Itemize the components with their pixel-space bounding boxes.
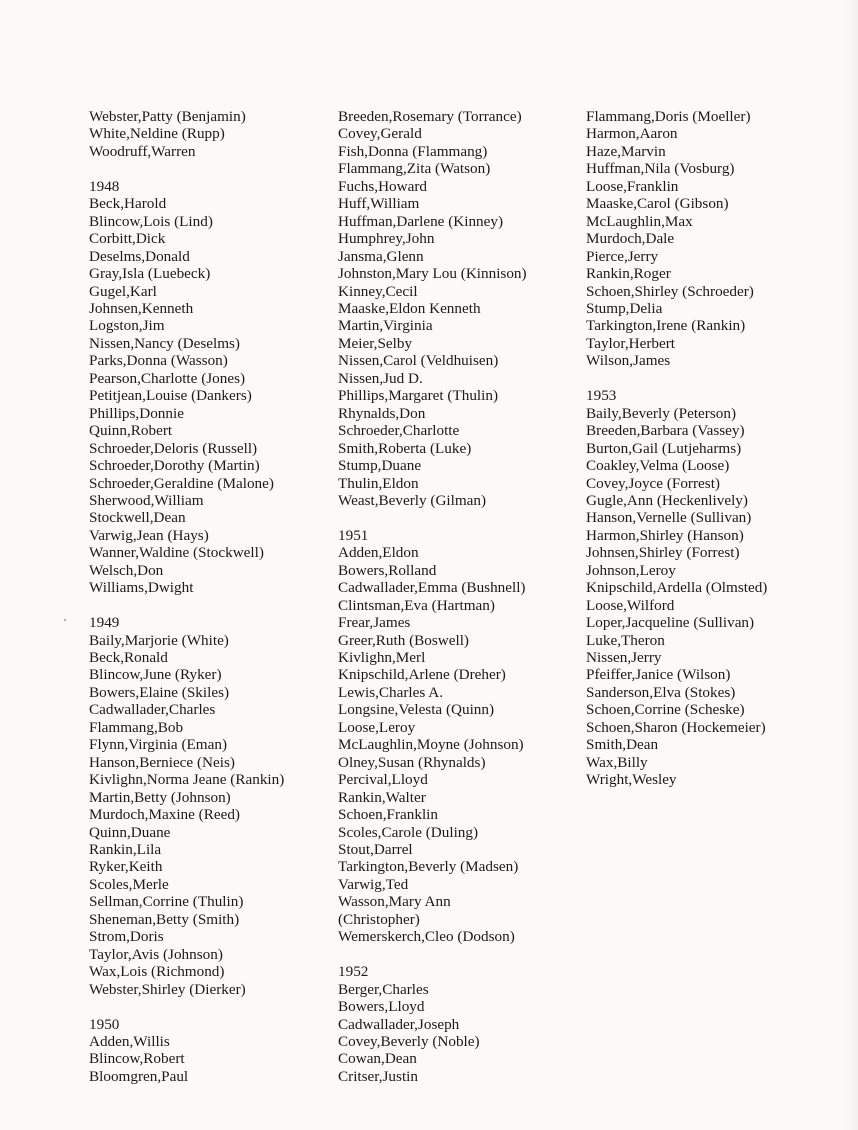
name-entry: Johnston,Mary Lou (Kinnison) [338, 265, 527, 283]
name-entry: Stockwell,Dean [89, 509, 186, 527]
name-entry: Tarkington,Irene (Rankin) [586, 317, 746, 335]
name-entry: Nissen,Carol (Veldhuisen) [338, 352, 499, 370]
name-entry: Woodruff,Warren [89, 142, 196, 160]
class-year-heading: 1948 [89, 177, 120, 195]
name-entry: Critser,Justin [338, 1067, 418, 1085]
name-entry: Welsch,Don [89, 561, 164, 579]
name-entry: Loose,Wilford [586, 596, 675, 614]
name-entry: Schroeder,Geraldine (Malone) [89, 474, 274, 492]
name-entry: Schoen,Sharon (Hockemeier) [586, 718, 766, 736]
name-entry: Johnson,Leroy [586, 561, 676, 579]
name-entry: Loose,Franklin [586, 177, 679, 195]
name-entry: Wright,Wesley [586, 771, 677, 789]
name-entry: Petitjean,Louise (Dankers) [89, 387, 252, 405]
name-entry: Harmon,Shirley (Hanson) [586, 526, 744, 544]
name-entry: Bowers,Rolland [338, 561, 437, 579]
name-entry: Maaske,Eldon Kenneth [338, 299, 481, 317]
name-entry: Breeden,Rosemary (Torrance) [338, 108, 522, 125]
name-entry: Maaske,Carol (Gibson) [586, 195, 729, 213]
name-entry: Phillips,Margaret (Thulin) [338, 387, 499, 405]
name-entry: Wax,Lois (Richmond) [89, 963, 225, 981]
name-entry: Knipschild,Arlene (Dreher) [338, 666, 506, 684]
name-column-1 [89, 108, 284, 1085]
name-entry: Rankin,Lila [89, 841, 162, 858]
name-entry: Flammang,Zita (Watson) [338, 160, 491, 178]
name-entry: Bowers,Elaine (Skiles) [89, 683, 230, 701]
name-entry: Blincow,Lois (Lind) [89, 212, 213, 230]
name-entry: Haze,Marvin [586, 142, 666, 160]
name-entry: Pfeiffer,Janice (Wilson) [586, 666, 731, 684]
name-entry: Flammang,Bob [89, 718, 184, 736]
section-gap [338, 509, 527, 526]
page-edge-shadow [844, 0, 858, 1130]
name-entry: Murdoch,Maxine (Reed) [89, 806, 240, 824]
name-entry: Ryker,Keith [89, 858, 163, 876]
name-entry: Nissen,Nancy (Deselms) [89, 334, 240, 352]
name-entry: Bloomgren,Paul [89, 1067, 189, 1085]
name-entry: Parks,Donna (Wasson) [89, 352, 228, 370]
name-entry: Rankin,Walter [338, 788, 426, 806]
name-entry: Webster,Shirley (Dierker) [89, 980, 246, 998]
name-entry: Smith,Roberta (Luke) [338, 439, 472, 457]
name-entry: Sherwood,William [89, 491, 204, 509]
name-entry: Hanson,Berniece (Neis) [89, 753, 235, 771]
name-entry: Beck,Harold [89, 195, 167, 213]
name-entry: Berger,Charles [338, 980, 429, 998]
name-entry: White,Neldine (Rupp) [89, 125, 225, 143]
name-entry: Luke,Theron [586, 631, 665, 649]
name-entry: Martin,Betty (Johnson) [89, 788, 231, 806]
paper-speck [64, 619, 66, 621]
name-entry: Adden,Willis [89, 1032, 170, 1050]
name-entry: Stump,Duane [338, 457, 422, 475]
name-entry: Quinn,Duane [89, 823, 171, 841]
name-entry: Sanderson,Elva (Stokes) [586, 683, 736, 701]
class-year-heading: 1953 [586, 387, 617, 405]
class-year-heading: 1952 [338, 963, 369, 981]
section-gap [89, 998, 284, 1015]
name-entry: Thulin,Eldon [338, 474, 419, 492]
name-entry: Coakley,Velma (Loose) [586, 457, 730, 475]
name-entry: Johnsen,Shirley (Forrest) [586, 544, 740, 562]
name-entry: Loper,Jacqueline (Sullivan) [586, 614, 755, 632]
name-entry: Pearson,Charlotte (Jones) [89, 369, 246, 387]
name-entry: Schoen,Corrine (Scheske) [586, 701, 745, 719]
name-entry: Stout,Darrel [338, 841, 413, 859]
name-entry: Meier,Selby [338, 334, 413, 352]
name-entry: Percival,Lloyd [338, 771, 428, 789]
name-entry: Flynn,Virginia (Eman) [89, 736, 228, 754]
name-entry: Fish,Donna (Flammang) [338, 142, 488, 160]
name-entry: Sheneman,Betty (Smith) [89, 910, 240, 928]
name-entry: Smith,Dean [586, 736, 659, 754]
name-entry: Johnsen,Kenneth [89, 299, 194, 317]
name-entry: Greer,Ruth (Boswell) [338, 631, 469, 649]
name-entry: Huffman,Darlene (Kinney) [338, 212, 504, 230]
name-entry: Scoles,Carole (Duling) [338, 823, 479, 841]
name-entry: Stump,Delia [586, 299, 663, 317]
name-entry: Fuchs,Howard [338, 177, 428, 195]
name-entry: Humphrey,John [338, 230, 435, 248]
name-entry: Clintsman,Eva (Hartman) [338, 596, 495, 614]
name-entry: Rhynalds,Don [338, 404, 426, 422]
class-year-heading: 1951 [338, 526, 369, 544]
name-column-2 [338, 108, 527, 1085]
name-entry: Gugle,Ann (Heckenlively) [586, 491, 748, 509]
name-entry: Kivlighn,Merl [338, 649, 426, 667]
name-entry: Huff,William [338, 195, 420, 213]
name-entry: Jansma,Glenn [338, 247, 424, 265]
name-entry: Covey,Gerald [338, 125, 422, 143]
name-entry: Covey,Joyce (Forrest) [586, 474, 720, 492]
name-entry: Blincow,Robert [89, 1050, 185, 1068]
class-year-heading: 1950 [89, 1015, 120, 1033]
section-gap [586, 370, 767, 387]
name-entry: Breeden,Barbara (Vassey) [586, 422, 745, 440]
name-entry: Wax,Billy [586, 753, 648, 771]
name-entry: Flammang,Doris (Moeller) [586, 108, 751, 125]
name-entry: Knipschild,Ardella (Olmsted) [586, 579, 768, 597]
section-gap [89, 160, 284, 177]
name-entry: Varwig,Jean (Hays) [89, 526, 209, 544]
name-entry: Cowan,Dean [338, 1050, 417, 1068]
name-entry: Sellman,Corrine (Thulin) [89, 893, 244, 911]
section-gap [89, 597, 284, 614]
name-entry: Gray,Isla (Luebeck) [89, 265, 211, 283]
name-entry: Wanner,Waldine (Stockwell) [89, 544, 264, 562]
name-entry: Tarkington,Beverly (Madsen) [338, 858, 519, 876]
name-entry: (Christopher) [338, 910, 420, 928]
name-entry: Varwig,Ted [338, 875, 409, 893]
name-entry: Taylor,Herbert [586, 334, 675, 352]
name-entry: Wilson,James [586, 352, 671, 370]
name-entry: Schoen,Franklin [338, 806, 438, 824]
name-entry: Schroeder,Dorothy (Martin) [89, 457, 260, 475]
name-entry: Bowers,Lloyd [338, 998, 425, 1016]
name-entry: Deselms,Donald [89, 247, 190, 265]
name-entry: Covey,Beverly (Noble) [338, 1032, 480, 1050]
name-entry: Pierce,Jerry [586, 247, 659, 265]
name-entry: McLaughlin,Max [586, 212, 693, 230]
name-column-3 [586, 108, 767, 789]
name-entry: Longsine,Velesta (Quinn) [338, 701, 495, 719]
section-gap [338, 946, 527, 963]
name-entry: Nissen,Jud D. [338, 369, 423, 387]
name-entry: Adden,Eldon [338, 544, 419, 562]
class-year-heading: 1949 [89, 614, 120, 632]
name-entry: Schroeder,Deloris (Russell) [89, 439, 258, 457]
name-entry: Phillips,Donnie [89, 404, 184, 422]
name-entry: Cadwallader,Joseph [338, 1015, 460, 1033]
name-entry: Loose,Leroy [338, 718, 416, 736]
name-entry: Weast,Beverly (Gilman) [338, 491, 487, 509]
name-entry: Gugel,Karl [89, 282, 157, 300]
name-entry: Webster,Patty (Benjamin) [89, 108, 246, 125]
name-entry: McLaughlin,Moyne (Johnson) [338, 736, 524, 754]
name-entry: Williams,Dwight [89, 579, 194, 597]
name-entry: Hanson,Vernelle (Sullivan) [586, 509, 752, 527]
name-entry: Martin,Virginia [338, 317, 433, 335]
name-entry: Kinney,Cecil [338, 282, 418, 300]
name-entry: Logston,Jim [89, 317, 165, 335]
name-entry: Strom,Doris [89, 928, 164, 946]
name-entry: Huffman,Nila (Vosburg) [586, 160, 735, 178]
name-entry: Wasson,Mary Ann [338, 893, 451, 911]
name-entry: Taylor,Avis (Johnson) [89, 945, 223, 963]
name-entry: Baily,Beverly (Peterson) [586, 404, 737, 422]
name-entry: Schoen,Shirley (Schroeder) [586, 282, 754, 300]
name-entry: Baily,Marjorie (White) [89, 631, 229, 649]
name-entry: Kivlighn,Norma Jeane (Rankin) [89, 771, 285, 789]
name-entry: Scoles,Merle [89, 875, 169, 893]
name-entry: Lewis,Charles A. [338, 683, 444, 701]
name-entry: Schroeder,Charlotte [338, 422, 460, 440]
name-entry: Harmon,Aaron [586, 125, 678, 143]
name-entry: Murdoch,Dale [586, 230, 675, 248]
name-entry: Frear,James [338, 614, 411, 632]
name-entry: Olney,Susan (Rhynalds) [338, 753, 486, 771]
name-entry: Burton,Gail (Lutjeharms) [586, 439, 742, 457]
name-entry: Cadwallader,Charles [89, 701, 216, 719]
name-entry: Rankin,Roger [586, 265, 671, 283]
name-entry: Cadwallader,Emma (Bushnell) [338, 579, 526, 597]
name-entry: Quinn,Robert [89, 422, 173, 440]
name-entry: Corbitt,Dick [89, 230, 166, 248]
name-entry: Beck,Ronald [89, 649, 168, 667]
name-entry: Wemerskerch,Cleo (Dodson) [338, 928, 515, 946]
name-entry: Nissen,Jerry [586, 649, 662, 667]
name-entry: Blincow,June (Ryker) [89, 666, 222, 684]
